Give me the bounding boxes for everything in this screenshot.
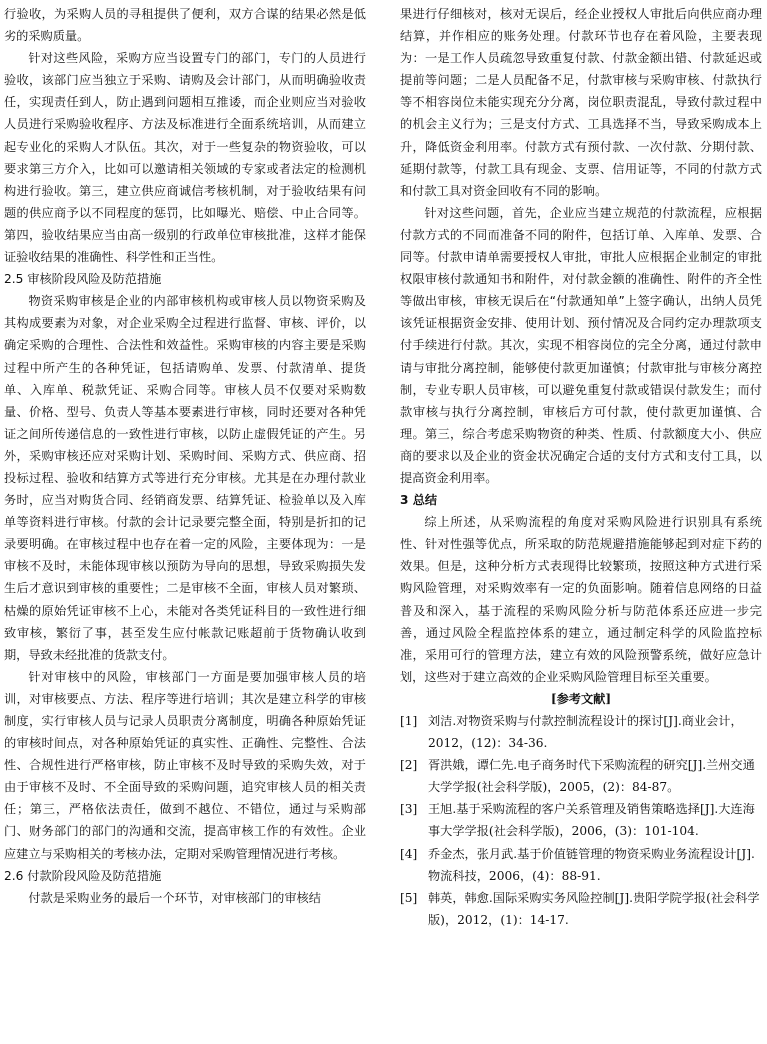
reference-item bbox=[400, 843, 762, 887]
reference-text: 刘洁.对物资采购与付款控制流程设计的探讨[J].商业会计，2012，(12)：34-36. bbox=[428, 714, 743, 751]
body-paragraph: 行验收，为采购人员的寻租提供了便利，双方合谋的结果必然是低劣的采购质量。 bbox=[4, 7, 366, 44]
reference-item bbox=[400, 798, 762, 842]
left-column bbox=[4, 3, 366, 909]
reference-text: 乔金杰，张月武.基于价值链管理的物资采购业务流程设计[J].物流科技，2006，(4)：88-91. bbox=[428, 846, 755, 883]
body-paragraph: 物资采购审核是企业的内部审核机构或审核人员以物资采购及其构成要素为对象，对企业采购全过程进行监督、审核、评价，以确定采购的合理性、合法性和效益性。采购审核的内容主要是采购过程中所产生的各种凭证，包括请购单、发票、付款清单、提货单、入库单、税款凭证、采购合同等。审核人员不仅要对采购数量、价格、型号、负责人等基本要素进行审核，同时还要对各种凭证之间所传递信息的一致性进行审核，以防止虚假凭证的产生。另外，采购审核还应对采购计划、采购时间、采购方式、供应商、招投标过程、验收和结算方式等进行充分审核。尤其是在办理付款业务时，应当对购货合同、经销商发票、结算凭证、检验单以及入库单等资料进行审核。付款的会计记录要完整全面，特别是折扣的记录要明确。在审核过程中也存在着一定的风险，主要体现为：一是审核不及时，未能体现审核以预防为导向的思想，导致采购损失发生后才意识到审核的重要性；二是审核不全面，审核人员对繁琐、枯燥的原始凭证审核不上心，未能对各类凭证科目的一致性进行细致审核，繁衍了事，甚至发生应付帐款记账超前于货物确认收到期，导致未经批准的货款支付。 bbox=[4, 294, 366, 662]
reference-text: 王旭.基于采购流程的客户关系管理及销售策略选择[J].大连海事大学学报(社会科学版)，2006，(3)：101-104. bbox=[428, 802, 755, 839]
body-paragraph: 综上所述，从采购流程的角度对采购风险进行识别具有系统性、针对性强等优点，所采取的防范规避措施能够起到对症下药的效果。但是，这种分析方式表现得比较繁琐，按照这种方式进行采购风险管理，对采购效率有一定的负面影响。随着信息网络的日益普及和深入，基于流程的采购风险分析与防范体系还应进一步完善，通过风险全程监控体系的建立，通过制定科学的风险监控标准，采用可行的管理方法，建立有效的风险预警系统，做好应急计划，这些对于建立高效的企业采购风险管理目标至关重要。 bbox=[400, 515, 762, 684]
reference-text: 韩英，韩愈.国际采购实务风险控制[J].贵阳学院学报(社会科学版)，2012，(1)：14-17. bbox=[428, 890, 760, 927]
body-paragraph: 针对这些风险，采购方应当设置专门的部门，专门的人员进行验收，该部门应当独立于采购、请购及会计部门，从而明确验收责任，实现责任到人，防止遇到问题相互推诿，而企业则应当对验收人员进行采购验收程序、方法及标准进行全面系统培训，从而建立起专业化的采购人才队伍。其次，对于一些复杂的物资验收，可以要求第三方介入，比如可以邀请相关领域的专家或者法定的检测机构进行验收。第三，建立供应商诚信考核机制，对于验收结果有问题的供应商予以不同程度的惩罚，比如曝光、赔偿、中止合同等。第四，验收结果应当由高一级别的行政单位审核批准，这样才能保证验收结果的准确性、科学性和正当性。 bbox=[4, 51, 366, 265]
reference-number: [3] bbox=[400, 802, 418, 817]
body-paragraph: 针对审核中的风险，审核部门一方面是要加强审核人员的培训，对审核要点、方法、程序等进行培训；其次是建立科学的审核制度，实行审核人员与记录人员职责分离制度，明确各种原始凭证的审核时间点，对各种原始凭证的真实性、正确性、完整性、合法性、合规性进行严格审核，防止审核不及时导致的采购失效，对于由于审核不及时、不全面导致的采购问题，追究审核人员的相关责任；第三，严格依法责任，做到不越位、不错位，通过与采购部门、财务部门的部门的沟通和交流，提高审核工作的有效性。企业应建立与采购相关的考核办法，定期对采购管理情况进行考核。 bbox=[4, 669, 366, 861]
reference-number: [5] bbox=[400, 890, 418, 905]
section-heading-3: 3 总结 bbox=[400, 493, 438, 508]
reference-number: [4] bbox=[400, 846, 418, 861]
reference-list bbox=[400, 710, 762, 931]
reference-number: [2] bbox=[400, 758, 418, 773]
references-title: [参考文献] bbox=[550, 691, 612, 706]
reference-text: 胥洪娥，谭仁先.电子商务时代下采购流程的研究[J].兰州交通大学学报(社会科学版)，2005，(2)：84-87。 bbox=[428, 758, 755, 795]
body-paragraph: 付款是采购业务的最后一个环节，对审核部门的审核结 bbox=[28, 890, 321, 905]
body-paragraph: 针对这些问题，首先，企业应当建立规范的付款流程，应根据付款方式的不同而准备不同的附件，包括订单、入库单、发票、合同等。付款申请单需要授权人审批，审批人应根据企业制定的审批权限审核付款通知书和附件，对付款金额的准确性、附件的齐全性等做出审核，审核无误后在“付款通知单”上签字确认，出纳人员凭该凭证根据资金安排、使用计划、预付情况及合同约定办理款项支付手续进行付款。其次，实现不相容岗位的完全分离，通过付款申请与审批分离控制，能够使付款更加谨慎；付款审批与审核分离控制，专业专职人员审核，可以避免重复付款或错误付款发生；而付款审核与执行分离控制，审核后方可付款，使付款更加谨慎、合理。第三，综合考虑采购物资的种类、性质、付款额度大小、供应商的要求以及企业的资金状况确定合适的支付方式和支付工具，以提高资金利用率。 bbox=[400, 205, 762, 485]
reference-item bbox=[400, 754, 762, 798]
section-heading-2-5: 2.5 审核阶段风险及防范措施 bbox=[4, 272, 162, 287]
body-paragraph: 果进行仔细核对，核对无误后，经企业授权人审批后向供应商办理结算，并作相应的账务处理。付款环节也存在着风险，主要表现为：一是工作人员疏忽导致重复付款、付款金额出错、付款延迟或提前等问题；二是人员配备不足，付款审核与采购审核、付款执行等不相容岗位未能实现充分分离，岗位职责混乱，导致付款过程中的机会主义行为；三是支付方式、工具选择不当，导致采购成本上升，降低资金利用率。付款方式有预付款、一次付款、分期付款、延期付款等，付款工具有现金、支票、信用证等，不同的付款方式和付款工具对资金回收有不同的影响。 bbox=[400, 7, 762, 198]
right-column bbox=[400, 3, 762, 931]
section-heading-2-6: 2.6 付款阶段风险及防范措施 bbox=[4, 868, 162, 883]
reference-item bbox=[400, 887, 762, 931]
reference-number: [1] bbox=[400, 714, 418, 728]
reference-item bbox=[400, 710, 762, 754]
